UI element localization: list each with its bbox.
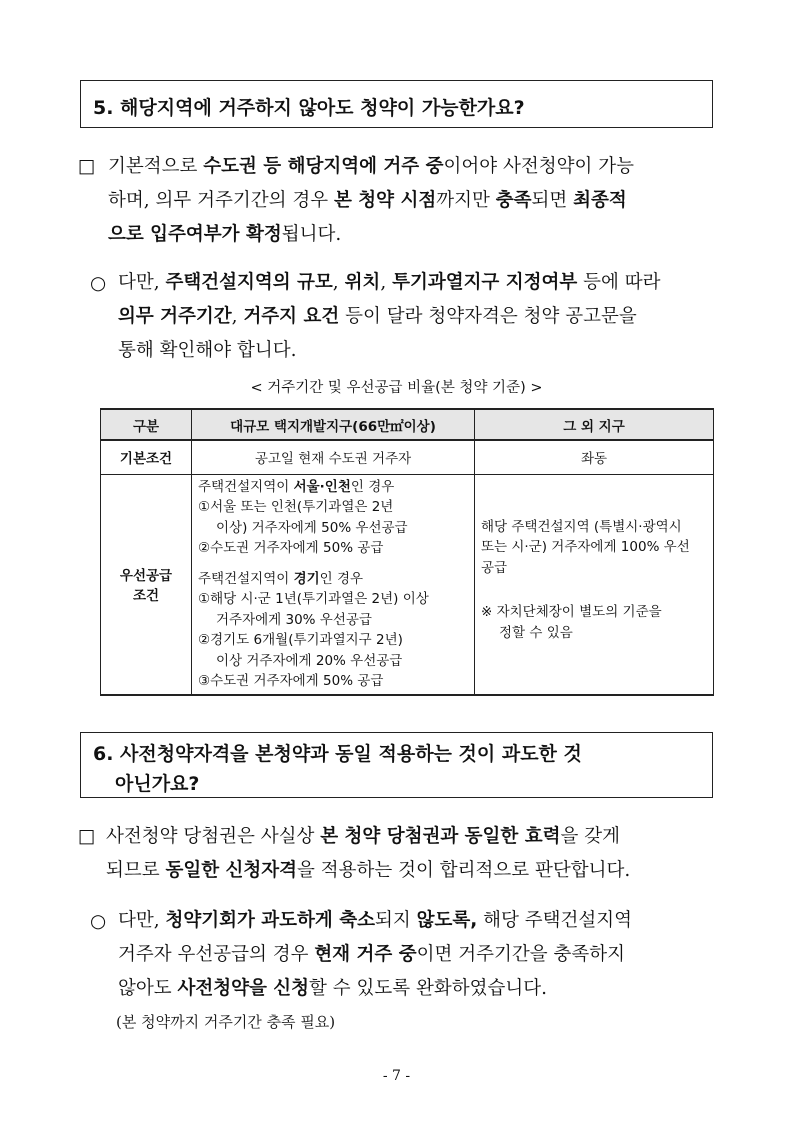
large-line: ①해당 시·군 1년(투기과열은 2년) 이상 <box>198 591 429 607</box>
square-bullet: □ <box>78 156 96 177</box>
q5-body-line-1 <box>108 150 718 184</box>
q5-sub-line-3 <box>118 334 718 368</box>
emphasized-text: 충족 <box>495 190 532 211</box>
text-run: 을 갖게 <box>560 826 620 847</box>
text-run: 기본적으로 <box>108 156 204 177</box>
large-line: 주택건설지역이 서울·인천인 경우 <box>198 478 395 495</box>
q5-sub-line-1 <box>118 266 718 300</box>
question-5-title: 5. 해당지역에 거주하지 않아도 청약이 가능한가요? <box>93 97 525 119</box>
large-line: 이상) 거주자에게 50% 우선공급 <box>216 519 408 536</box>
emphasized-text: 주택건설지역의 규모 <box>165 272 333 293</box>
table-header-large-district: 대규모 택지개발지구(66만㎡이상) <box>192 409 475 440</box>
emphasized-text: 수도권 등 해당지역에 거주 중 <box>203 156 444 177</box>
question-6-box <box>80 732 713 798</box>
q5-body-line-3 <box>108 218 718 252</box>
large-line: ②경기도 6개월(투기과열지구 2년) <box>198 632 403 648</box>
large-line: 거주자에게 30% 우선공급 <box>216 611 372 628</box>
emphasized-text: 으로 입주여부가 확정 <box>108 224 282 245</box>
question-6-title-line-2: 아닌가요? <box>115 773 200 795</box>
emphasized-text: 본 청약 시점 <box>334 190 437 211</box>
row-basic-large: 공고일 현재 수도권 거주자 <box>192 440 475 474</box>
other-line: 또는 시·군) 거주자에게 100% 우선 <box>481 539 690 555</box>
q5-sub-paragraph <box>118 266 718 368</box>
text-run: 통해 확인해야 합니다. <box>118 340 297 361</box>
text-run: 하며, 의무 거주기간의 경우 <box>108 190 334 211</box>
q6-sub-line-1 <box>118 904 718 938</box>
emphasized-text: 현재 거주 중 <box>314 944 417 965</box>
emphasized-text: 사전청약을 신청 <box>177 978 310 999</box>
table-caption: < 거주기간 및 우선공급 비율(본 청약 기준) > <box>250 380 543 396</box>
large-line: 주택건설지역이 경기인 경우 <box>198 570 364 587</box>
text-run: 됩니다. <box>281 224 342 245</box>
emphasized-text: 위치 <box>344 272 381 293</box>
q5-body-line-2 <box>108 184 718 218</box>
emphasized-text: 동일한 신청자격 <box>165 860 298 881</box>
text-run: 되면 <box>531 190 574 211</box>
text-run: 되지 <box>374 910 417 931</box>
q6-sub-line-3 <box>118 972 718 1006</box>
text-run: 거주자 우선공급의 경우 <box>118 944 315 965</box>
square-bullet: □ <box>78 826 96 847</box>
text-run: 이면 거주기간을 충족하지 <box>416 944 625 965</box>
text-run: , <box>332 272 345 293</box>
text-run: 다만, <box>118 272 166 293</box>
text-run: 등에 따라 <box>577 272 661 293</box>
row-basic-label: 기본조건 <box>101 440 192 474</box>
text-run: , <box>231 306 244 327</box>
text-run: 을 적용하는 것이 합리적으로 판단합니다. <box>297 860 631 881</box>
emphasized-text: 투기과열지구 지정여부 <box>392 272 578 293</box>
question-5-box <box>80 80 713 128</box>
row-priority-label: 우선공급 조건 <box>101 474 192 695</box>
q6-sub-line-2 <box>118 938 718 972</box>
text-run: 사전청약 당첨권은 사실상 <box>106 826 321 847</box>
q6-body-line-1 <box>106 820 718 854</box>
other-line: 정할 수 있음 <box>499 624 573 641</box>
question-6-title-line-1: 6. 사전청약자격을 본청약과 동일 적용하는 것이 과도한 것 <box>93 743 582 765</box>
emphasized-text: 않도록, <box>416 910 478 931</box>
circle-bullet: ○ <box>90 273 107 294</box>
text-run: 등이 달라 청약자격은 청약 공고문을 <box>339 306 637 327</box>
emphasized-text: 최종적 <box>573 190 627 211</box>
large-line: 이상 거주자에게 20% 우선공급 <box>216 652 403 669</box>
q6-body-paragraph <box>106 820 718 888</box>
emphasized-text: 의무 거주기간 <box>118 306 232 327</box>
table-header-category: 구분 <box>101 409 192 440</box>
text-run: 할 수 있도록 완화하였습니다. <box>309 978 548 999</box>
text-run: 되므로 <box>106 860 166 881</box>
page-number: - 7 - <box>382 1068 411 1084</box>
residence-period-table <box>100 408 714 696</box>
table-header-other-district: 그 외 지구 <box>475 409 714 440</box>
row-priority-large <box>192 474 475 695</box>
row-priority-other <box>475 474 714 695</box>
row-basic-other: 좌동 <box>475 440 714 474</box>
text-run: 해당 주택건설지역 <box>477 910 632 931</box>
emphasized-text: 거주지 요건 <box>243 306 340 327</box>
emphasized-text: 본 청약 당첨권과 동일한 효력 <box>320 826 561 847</box>
large-line: ③수도권 거주자에게 50% 공급 <box>198 673 384 689</box>
text-run: 까지만 <box>436 190 496 211</box>
q5-sub-line-2 <box>118 300 718 334</box>
circle-bullet: ○ <box>90 911 107 932</box>
text-run: 않아도 <box>118 978 178 999</box>
q6-note: (본 청약까지 거주기간 충족 필요) <box>116 1013 336 1031</box>
other-line: 해당 주택건설지역 (특별시·광역시 <box>481 518 682 535</box>
emphasized-text: 청약기회가 과도하게 축소 <box>165 910 375 931</box>
other-line: 공급 <box>481 559 508 576</box>
text-run: , <box>380 272 393 293</box>
large-line: ②수도권 거주자에게 50% 공급 <box>198 540 384 556</box>
q6-sub-paragraph <box>118 904 718 1006</box>
large-line: ①서울 또는 인천(투기과열은 2년 <box>198 499 394 515</box>
text-run: 이어야 사전청약이 가능 <box>443 156 634 177</box>
q5-body-paragraph <box>108 150 718 252</box>
text-run: 다만, <box>118 910 166 931</box>
q6-body-line-2 <box>106 854 718 888</box>
other-line: ※ 자치단체장이 별도의 기준을 <box>481 604 662 620</box>
